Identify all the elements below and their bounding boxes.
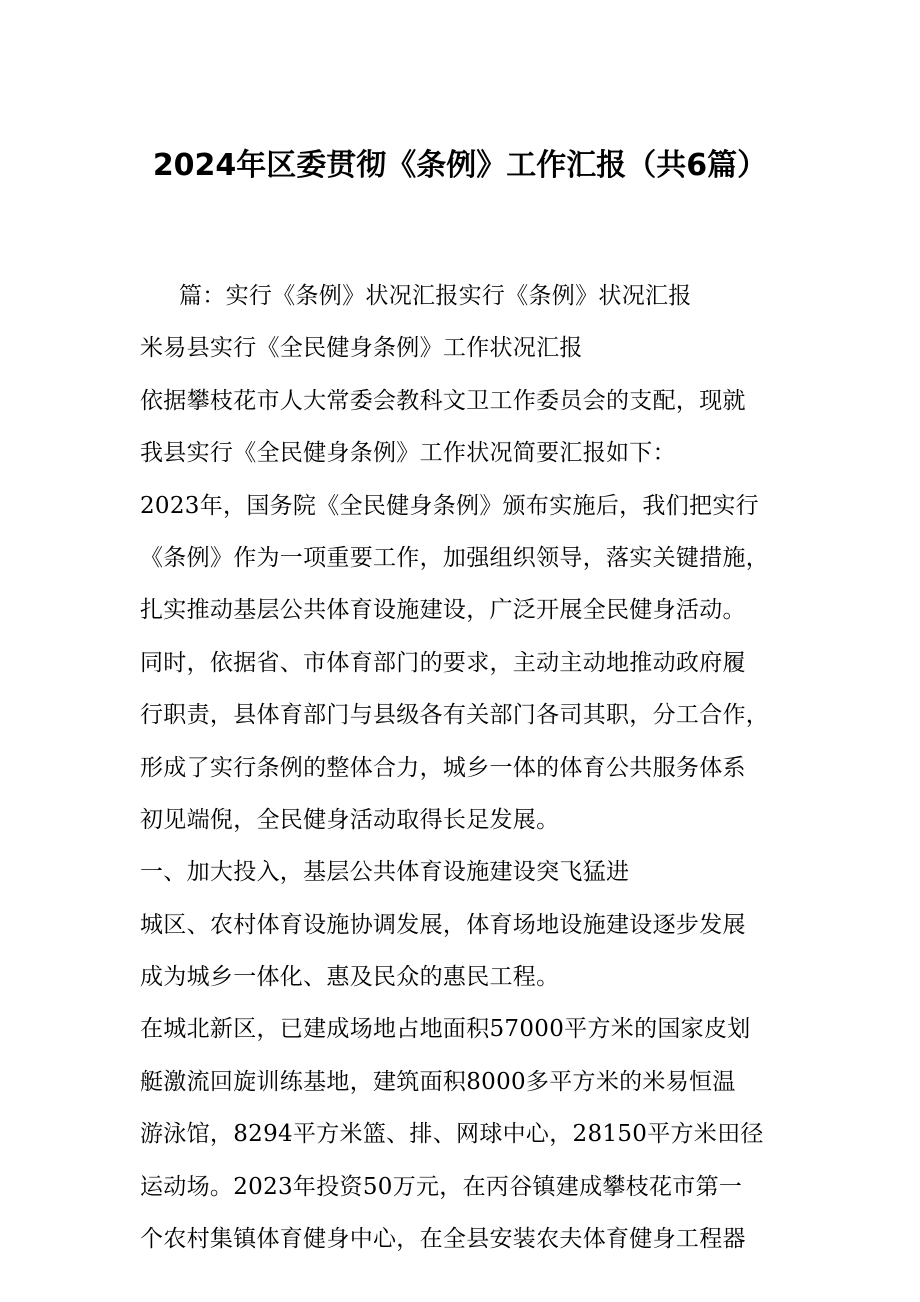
body-line: 成为城乡一体化、惠及民众的惠民工程。 xyxy=(140,964,560,991)
document-title: 2024年区委贯彻《条例》工作汇报（共6篇） xyxy=(152,148,768,183)
body-line: 城区、农村体育设施协调发展，体育场地设施建设逐步发展 xyxy=(140,911,746,938)
body-line: 形成了实行条例的整体合力，城乡一体的体育公共服务体系 xyxy=(140,754,746,781)
body-line: 初见端倪，全民健身活动取得长足发展。 xyxy=(140,806,560,833)
body-line: 扎实推动基层公共体育设施建设，广泛开展全民健身活动。 xyxy=(140,597,746,624)
body-line: 游泳馆，8294平方米篮、排、网球中心，28150平方米田径 xyxy=(140,1121,764,1148)
body-line: 同时，依据省、市体育部门的要求，主动主动地推动政府履 xyxy=(140,649,746,676)
body-line: 《条例》作为一项重要工作，加强组织领导，落实关键措施， xyxy=(140,544,770,571)
body-line: 运动场。2023年投资50万元，在丙谷镇建成攀枝花市第一 xyxy=(140,1173,743,1200)
body-line: 依据攀枝花市人大常委会教科文卫工作委员会的支配，现就 xyxy=(140,387,746,414)
body-line: 艇激流回旋训练基地，建筑面积8000多平方米的米易恒温 xyxy=(140,1068,736,1095)
section-heading: 一、加大投入，基层公共体育设施建设突飞猛进 xyxy=(140,859,630,886)
body-line: 行职责，县体育部门与县级各有关部门各司其职，分工合作， xyxy=(140,702,770,729)
body-line: 篇：实行《条例》状况汇报实行《条例》状况汇报 xyxy=(179,283,692,309)
body-line: 米易县实行《全民健身条例》工作状况汇报 xyxy=(140,335,583,362)
body-line: 我县实行《全民健身条例》工作状况简要汇报如下： xyxy=(140,440,676,467)
document-body xyxy=(140,270,800,1265)
body-line: 在城北新区，已建成场地占地面积57000平方米的国家皮划 xyxy=(140,1016,751,1043)
body-line: 个农村集镇体育健身中心，在全县安装农夫体育健身工程器 xyxy=(140,1226,746,1253)
body-line: 2023年，国务院《全民健身条例》颁布实施后，我们把实行 xyxy=(140,492,759,519)
